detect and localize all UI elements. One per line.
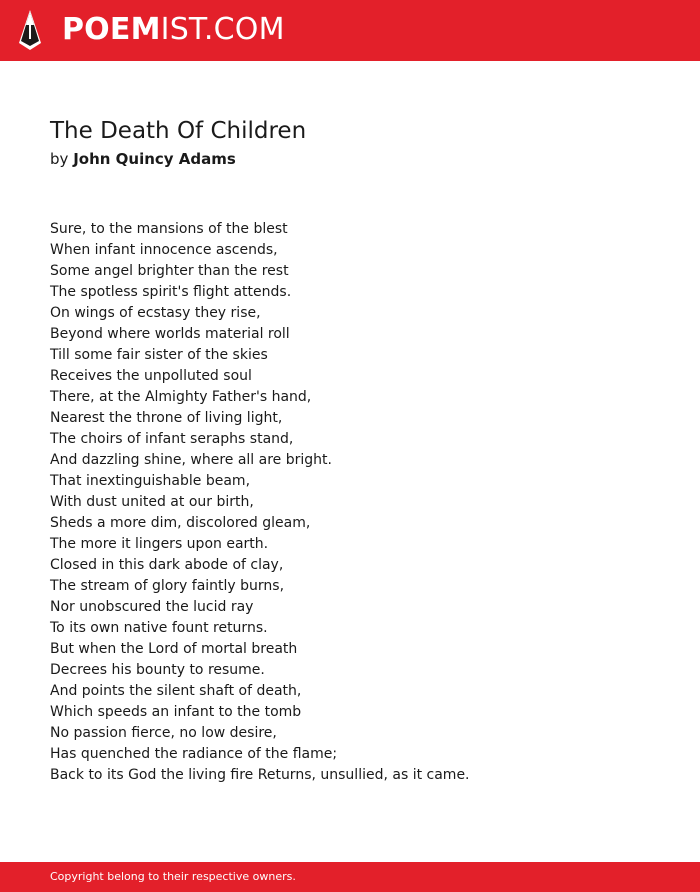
- poem-line: And dazzling shine, where all are bright.: [50, 452, 332, 468]
- poem-line: That inextinguishable beam,: [50, 473, 251, 489]
- logo-bold-text: POEM: [62, 12, 161, 47]
- poem-line: The more it lingers upon earth.: [50, 536, 269, 552]
- poem-line: The stream of glory faintly burns,: [50, 578, 285, 594]
- poem-line: Some angel brighter than the rest: [50, 263, 289, 279]
- poem-line: Which speeds an infant to the tomb: [50, 704, 302, 720]
- copyright-text: Copyright belong to their respective owners.: [50, 870, 296, 883]
- poem-line: Beyond where worlds material roll: [50, 326, 290, 342]
- poem-line: On wings of ecstasy they rise,: [50, 305, 261, 321]
- poem-line: But when the Lord of mortal breath: [50, 641, 298, 657]
- poem-line: Back to its God the living fire Returns, unsullied, as it came.: [50, 767, 470, 783]
- poem-line: And points the silent shaft of death,: [50, 683, 302, 699]
- poem-body: [50, 219, 470, 786]
- poem-line: Sure, to the mansions of the blest: [50, 221, 288, 237]
- poem-byline: [50, 149, 236, 169]
- poem-line: Has quenched the radiance of the flame;: [50, 746, 338, 762]
- site-header: [0, 0, 700, 61]
- site-logo[interactable]: [62, 12, 285, 48]
- poem-line: The spotless spirit's flight attends.: [50, 284, 292, 300]
- poem-line: Sheds a more dim, discolored gleam,: [50, 515, 311, 531]
- poem-line: No passion fierce, no low desire,: [50, 725, 277, 741]
- poem-line: Decrees his bounty to resume.: [50, 662, 265, 678]
- poem-line: With dust united at our birth,: [50, 494, 254, 510]
- poem-line: The choirs of infant seraphs stand,: [50, 431, 294, 447]
- by-label: by: [50, 150, 69, 168]
- poem-line: Closed in this dark abode of clay,: [50, 557, 284, 573]
- poem-line: Nor unobscured the lucid ray: [50, 599, 254, 615]
- site-footer: [0, 862, 700, 892]
- poem-line: Till some fair sister of the skies: [50, 347, 268, 363]
- poem-line: When infant innocence ascends,: [50, 242, 278, 258]
- logo-light-text: IST.COM: [160, 12, 285, 47]
- poem-line: Nearest the throne of living light,: [50, 410, 283, 426]
- poem-title: The Death Of Children: [50, 118, 307, 144]
- pen-nib-icon: [17, 9, 43, 51]
- poem-line: There, at the Almighty Father's hand,: [50, 389, 312, 405]
- poem-line: Receives the unpolluted soul: [50, 368, 252, 384]
- poem-line: To its own native fount returns.: [50, 620, 268, 636]
- poem-author: John Quincy Adams: [73, 150, 236, 168]
